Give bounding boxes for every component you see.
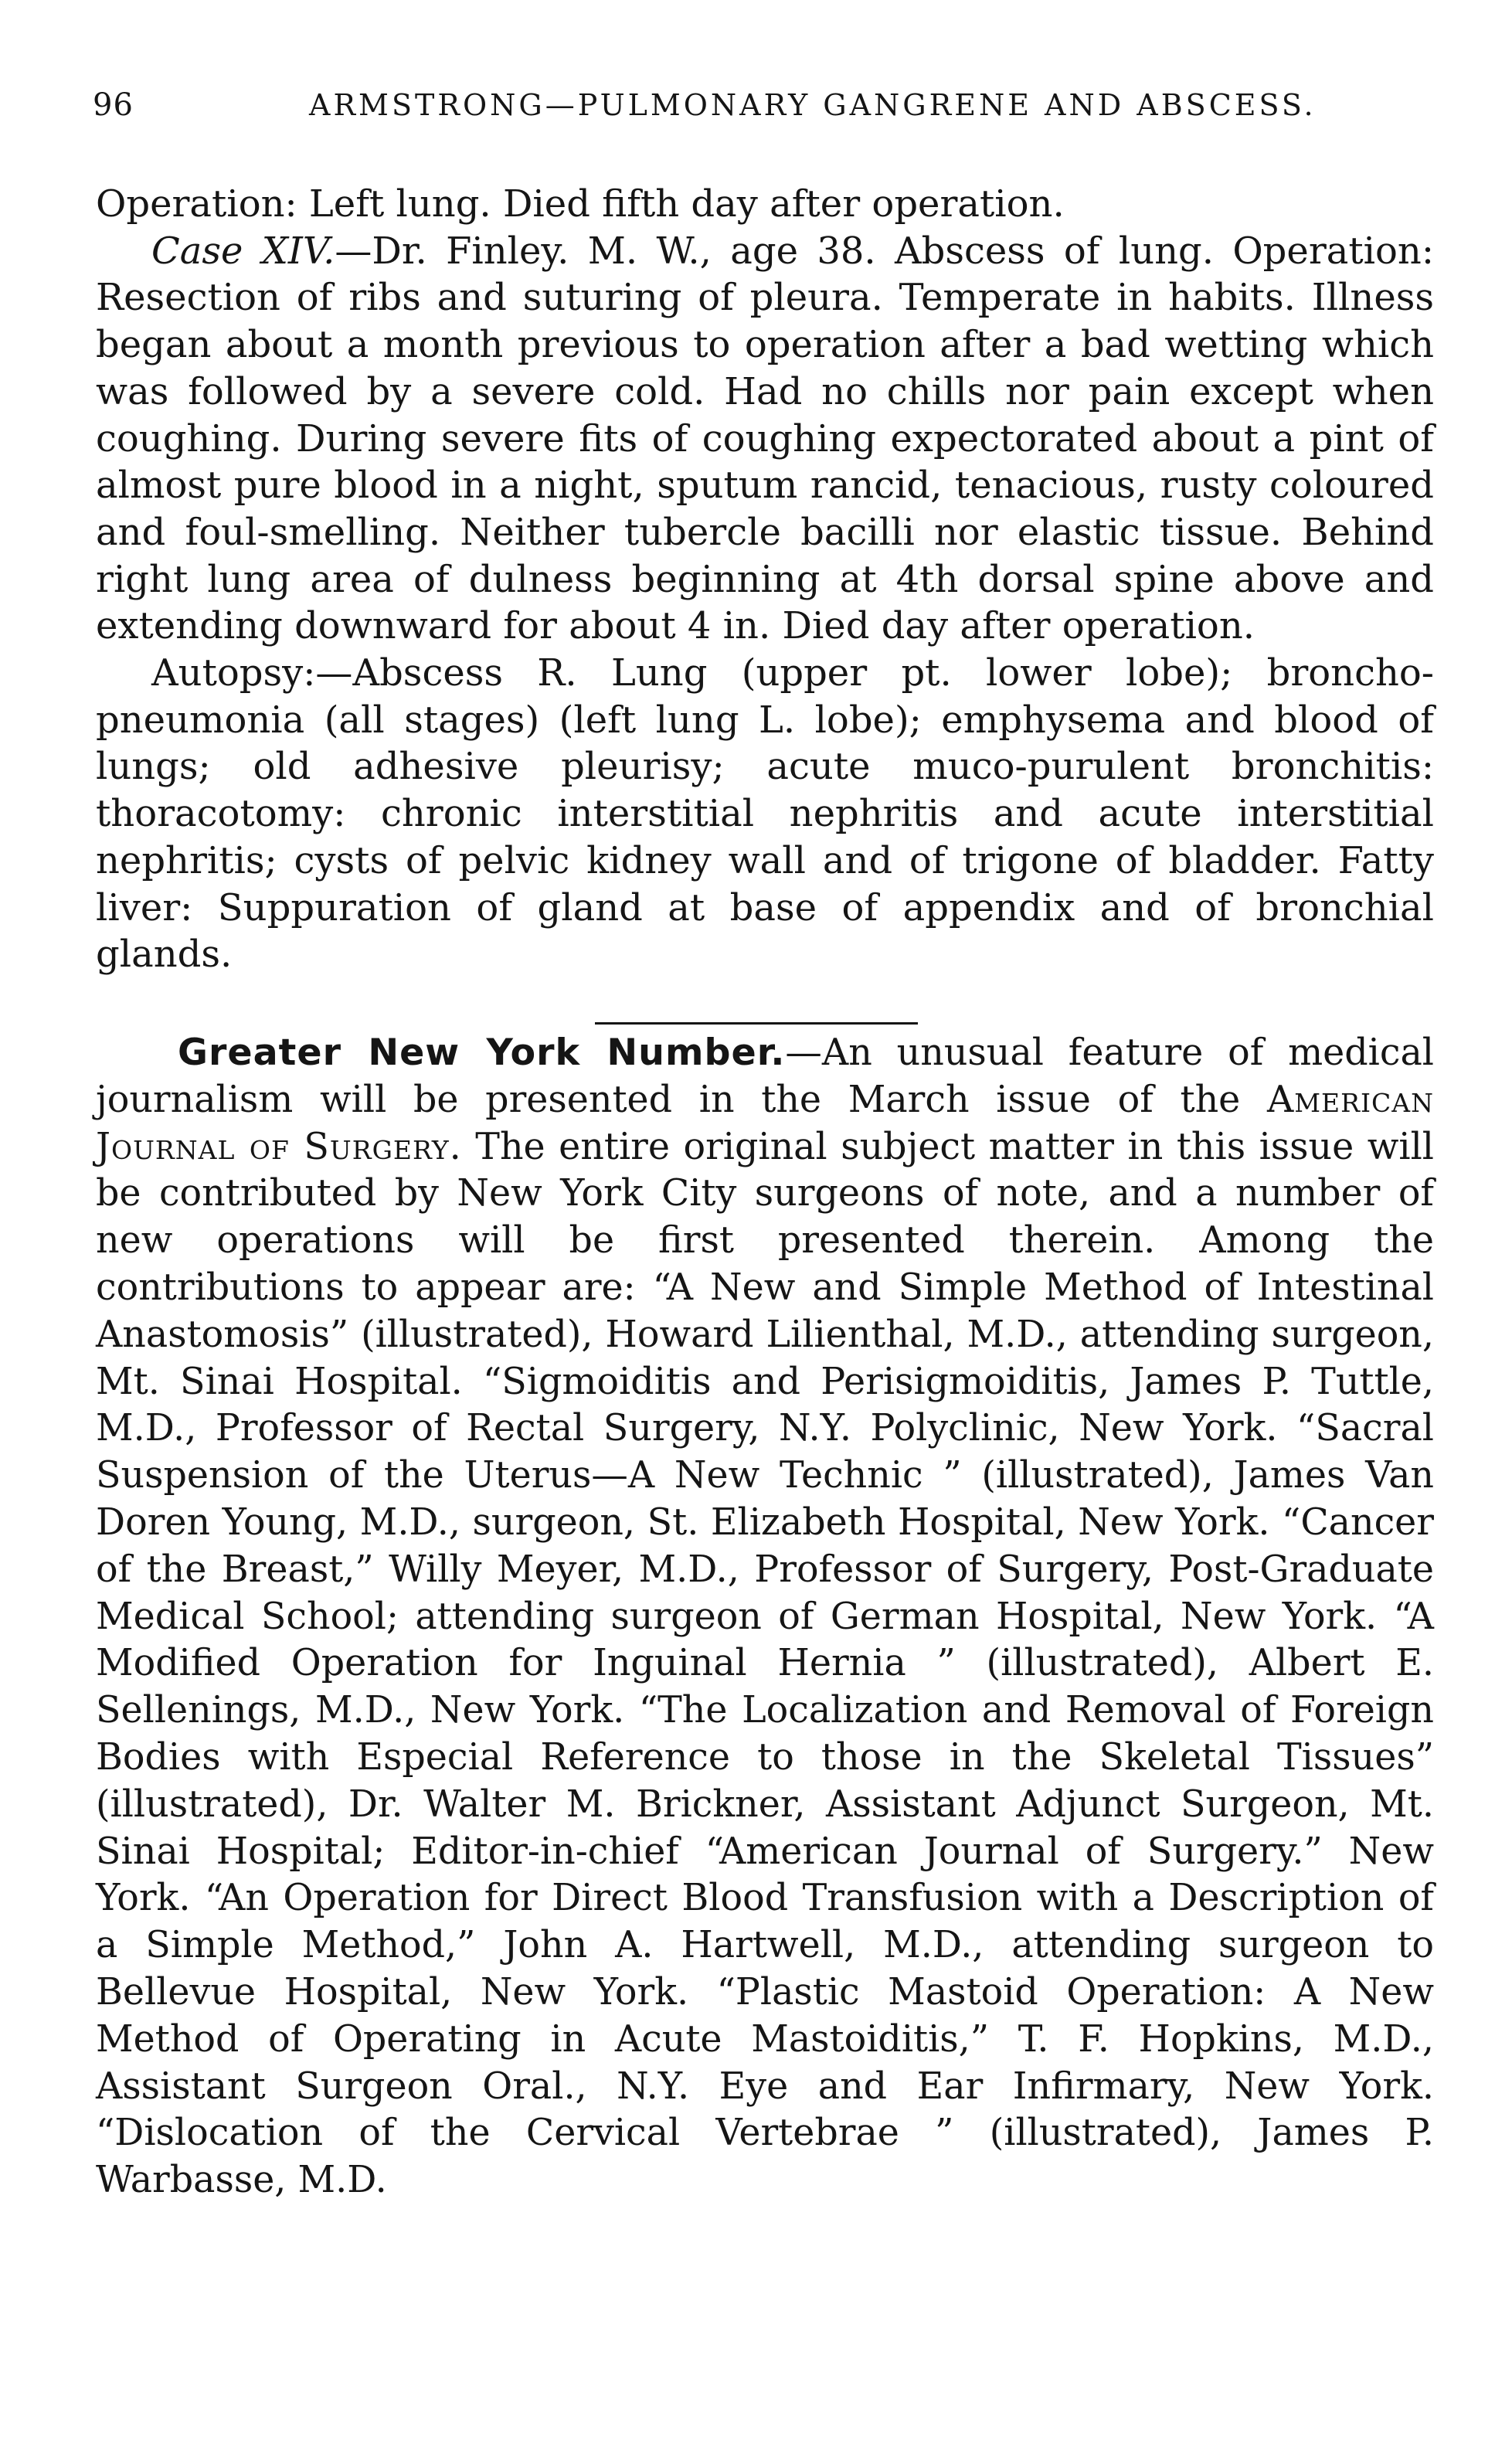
case-xiv-paragraph: [96, 228, 1434, 650]
autopsy-text: Autopsy:—Abscess R. Lung (upper pt. lower lobe); broncho-pneumonia (all stages) (left lung L. lobe); emphysema and blood of lungs; old adhesive pleurisy; acute muco-purulent bronchitis: thoracotomy: chronic interstitial nephritis and acute interstitial nephritis; cysts of pelvic kidney wall and of trigone of bladder. Fatty liver: Suppuration of gland at base of appendix and of bronchial glands.: [96, 651, 1434, 977]
operation-line: [96, 181, 1434, 228]
page-number: 96: [93, 87, 134, 123]
case-report-section: [96, 181, 1434, 978]
greater-new-york-notice: [96, 1030, 1434, 2204]
notice-lead-text: —An unusual feature of medical journalism will be presented in the March issue of the: [96, 1031, 1434, 1121]
autopsy-paragraph: [96, 650, 1434, 978]
running-title: ARMSTRONG—PULMONARY GANGRENE AND ABSCESS.: [309, 88, 1317, 122]
case-label: Case XIV.: [151, 229, 335, 273]
running-header: [93, 82, 1329, 128]
notice-headline: Greater New York Number.: [178, 1031, 786, 1074]
case-text: —Dr. Finley. M. W., age 38. Abscess of lung. Operation: Resection of ribs and suturing of pleura. Temperate in habits. Illness began about a month previous to operation after a bad wetting which was followed by a severe cold. Had no chills nor pain except when coughing. During severe fits of coughing expectorated about a pint of almost pure blood in a night, sputum rancid, tenacious, rusty coloured and foul-smelling. Neither tubercle bacilli nor elastic tissue. Behind right lung area of dulness beginning at 4th dorsal spine above and extending downward for about 4 in. Died day after operation.: [96, 229, 1435, 648]
journal-name: American Journal of Surgery.: [96, 1078, 1434, 1168]
section-divider: [595, 1022, 918, 1025]
notice-body-text: The entire original subject matter in this issue will be contributed by New York City surgeons of note, and a number of new operations will be first presented therein. Among the contributions to appear are: “A New and Simple Method of Intestinal Anastomosis” (illustrated), Howard Lilienthal, M.D., attending surgeon, Mt. Sinai Hospital. “Sigmoiditis and Perisigmoiditis, James P. Tuttle, M.D., Professor of Rectal Surgery, N.Y. Polyclinic, New York. “Sacral Suspension of the Uterus—A New Technic ” (illustrated), James Van Doren Young, M.D., surgeon, St. Elizabeth Hospital, New York. “Cancer of the Breast,” Willy Meyer, M.D., Professor of Surgery, Post-Graduate Medical School; attending surgeon of German Hospital, New York. “A Modified Operation for Inguinal Hernia ” (illustrated), Albert E. Sellenings, M.D., New York. “The Localization and Removal of Foreign Bodies with Especial Reference to those in the Skeletal Tissues” (illustrated), Dr. Walter M. Brickner, Assistant Adjunct Surgeon, Mt. Sinai Hospital; Editor-in-chief “American Journal of Surgery.” New York. “An Operation for Direct Blood Transfusion with a Description of a Simple Method,” John A. Hartwell, M.D., attending surgeon to Bellevue Hospital, New York. “Plastic Mastoid Operation: A New Method of Operating in Acute Mastoiditis,” T. F. Hopkins, M.D., Assistant Surgeon Oral., N.Y. Eye and Ear Infirmary, New York. “Dislocation of the Cervical Vertebrae ” (illustrated), James P. Warbasse, M.D.: [96, 1125, 1434, 2202]
operation-line-text: Operation: Left lung. Died fifth day after operation.: [96, 182, 1065, 226]
notice-paragraph: [96, 1030, 1434, 2204]
